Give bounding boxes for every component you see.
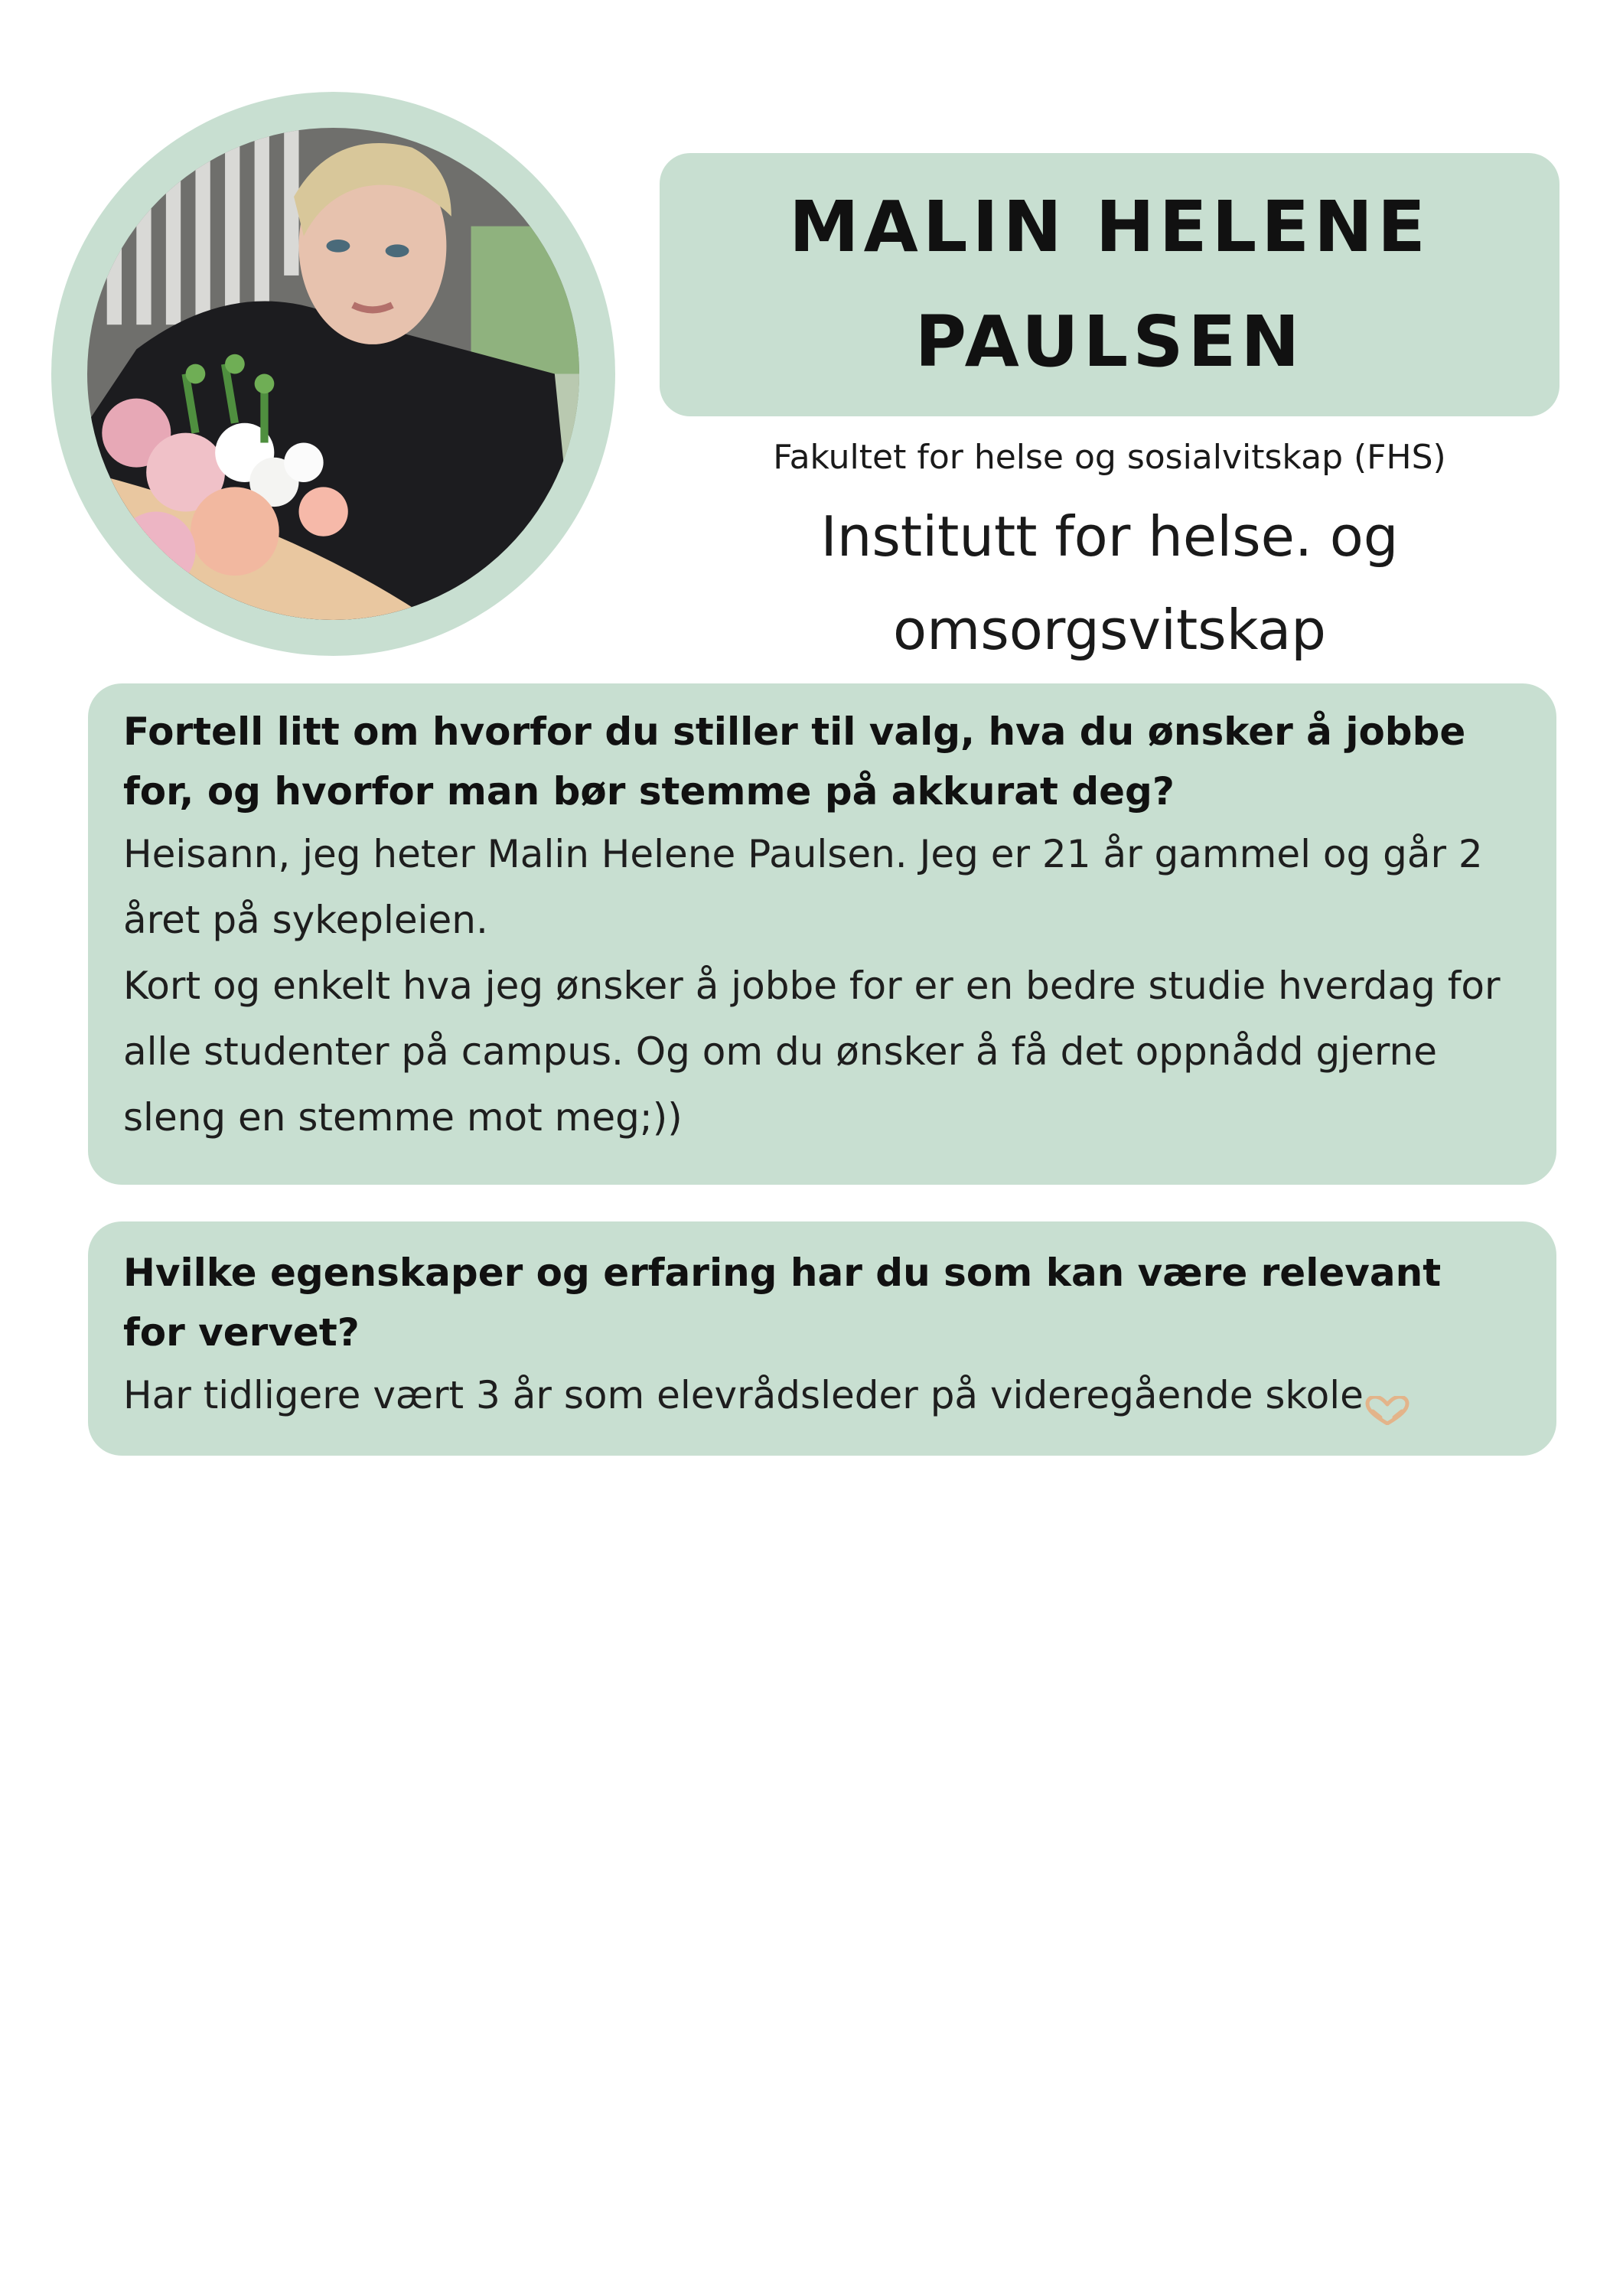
experience-card [88,1221,1556,1456]
profile-photo-frame [51,92,615,656]
experience-answer [123,1362,1512,1428]
name-line-first: MALIN HELENE [789,186,1430,268]
motivation-answer-intro: Heisann, jeg heter Malin Helene Paulsen. Jeg er 21 år gammel og går 2 året på sykepleien. [123,832,1483,942]
name-banner [660,153,1559,416]
profile-photo [87,128,579,620]
experience-question: Hvilke egenskaper og erfaring har du som kan være relevant for vervet? [123,1251,1442,1355]
portrait-photo-icon [87,128,579,620]
institute-label [660,490,1559,677]
motivation-card [88,683,1556,1185]
heart-hands-icon [1365,1379,1410,1408]
name-line-last: PAULSEN [914,301,1305,383]
motivation-answer-goal: Kort og enkelt hva jeg ønsker å jobbe for er en bedre studie hverdag for alle studenter på campus. Og om du ønsker å få det oppnådd gjerne sleng en stemme mot meg;)) [123,964,1501,1140]
faculty-label: Fakultet for helse og sosialvitskap (FHS) [773,438,1446,477]
experience-answer-text: Har tidligere vært 3 år som elevrådsleder på videregående skole [123,1373,1364,1417]
institute-line-1: Institutt for helse. og [820,504,1399,569]
motivation-question: Fortell litt om hvorfor du stiller til valg, hva du ønsker å jobbe for, og hvorfor man bør stemme på akkurat deg? [123,709,1466,814]
institute-line-2: omsorgsvitskap [893,598,1326,662]
